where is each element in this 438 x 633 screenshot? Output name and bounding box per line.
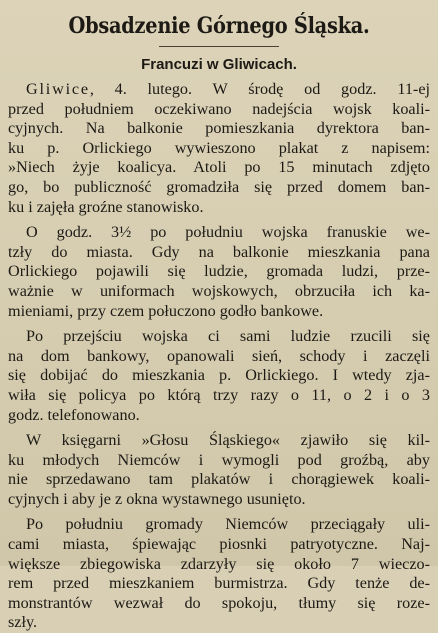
headline-divider (159, 46, 279, 47)
article-body (8, 80, 430, 633)
text-line: Po przejściu wojska ci sami ludzie rzucili się (26, 327, 430, 346)
paragraph (8, 327, 430, 425)
article-subheading: Francuzi w Gliwicach. (141, 56, 297, 73)
text-line: mieniami, przy czem połuczono godło bankowe. (8, 301, 324, 320)
text-line: wiła się policya po którą trzy razy o 11, o 2 i o 3 (8, 385, 430, 404)
paragraph (8, 431, 430, 509)
text-line: się dobijać do mieszkania p. Orlickiego. I wtedy zja- (8, 366, 430, 385)
paragraph (8, 80, 430, 217)
text-line: większe zbiegowiska zdarzyły się około 7 wieczo- (8, 554, 430, 573)
paragraph (8, 223, 430, 321)
text-line: nie sprzedawano tam plakatów i chorągiewek koali- (8, 470, 430, 489)
text-line: cyjnych i aby je z okna wystawnego usunięto. (8, 489, 306, 508)
text-line: O godz. 3½ po południu wojska franuskie we- (26, 223, 430, 242)
text-line: tzły do miasta. Gdy na balkonie mieszkania pana (8, 242, 430, 261)
text-line: ku p. Orlickiego wywieszono plakat z napisem: (8, 138, 430, 157)
text-line: »Niech żyje koalicya. Atoli po 15 minutach zdjęto (8, 158, 430, 177)
text-line: Po południu gromady Niemców przeciągały uli- (26, 515, 430, 534)
text-line: go, bo publiczność gromadziła się przed domem ban- (8, 177, 430, 196)
article-headline: Obsadzenie Górnego Śląska. (68, 13, 370, 39)
text-line: Orlickiego pojawili się ludzie, gromada ludzi, prze- (8, 262, 430, 281)
text-line: przed południem oczekiwano nadejścia wojsk koali- (8, 99, 430, 118)
dateline-city: Gliwice (26, 80, 90, 98)
text-line: na dom bankowy, opanowali sień, schody i zaczęli (8, 346, 430, 365)
text-line: godz. telefonowano. (8, 405, 140, 424)
text-line: cyjnych. Na balkonie pomieszkania dyrektora ban- (8, 119, 430, 138)
paragraph (8, 515, 430, 633)
text-line: ku i zajęła groźne stanowisko. (8, 197, 204, 216)
text-line-rest: , 4. lutego. W środę od godz. 11-ej (89, 80, 430, 98)
text-line: cami miasta, śpiewając piosnki patryotyczne. Naj- (8, 535, 430, 554)
text-line: szły. (8, 613, 38, 632)
text-line: ku młodych Niemców i wymogli pod groźbą, aby (8, 450, 430, 469)
text-line: ważnie w uniformach wojskowych, obrzuciła ich ka- (8, 281, 430, 300)
text-line: W księgarni »Głosu Śląskiego« zjawiło się kil- (26, 431, 430, 450)
text-line (8, 80, 430, 100)
text-line: monstrantów wezwał do spokoju, tłumy się roze- (8, 593, 430, 612)
text-line: rem przed mieszkaniem burmistrza. Gdy tenże de- (8, 574, 430, 593)
